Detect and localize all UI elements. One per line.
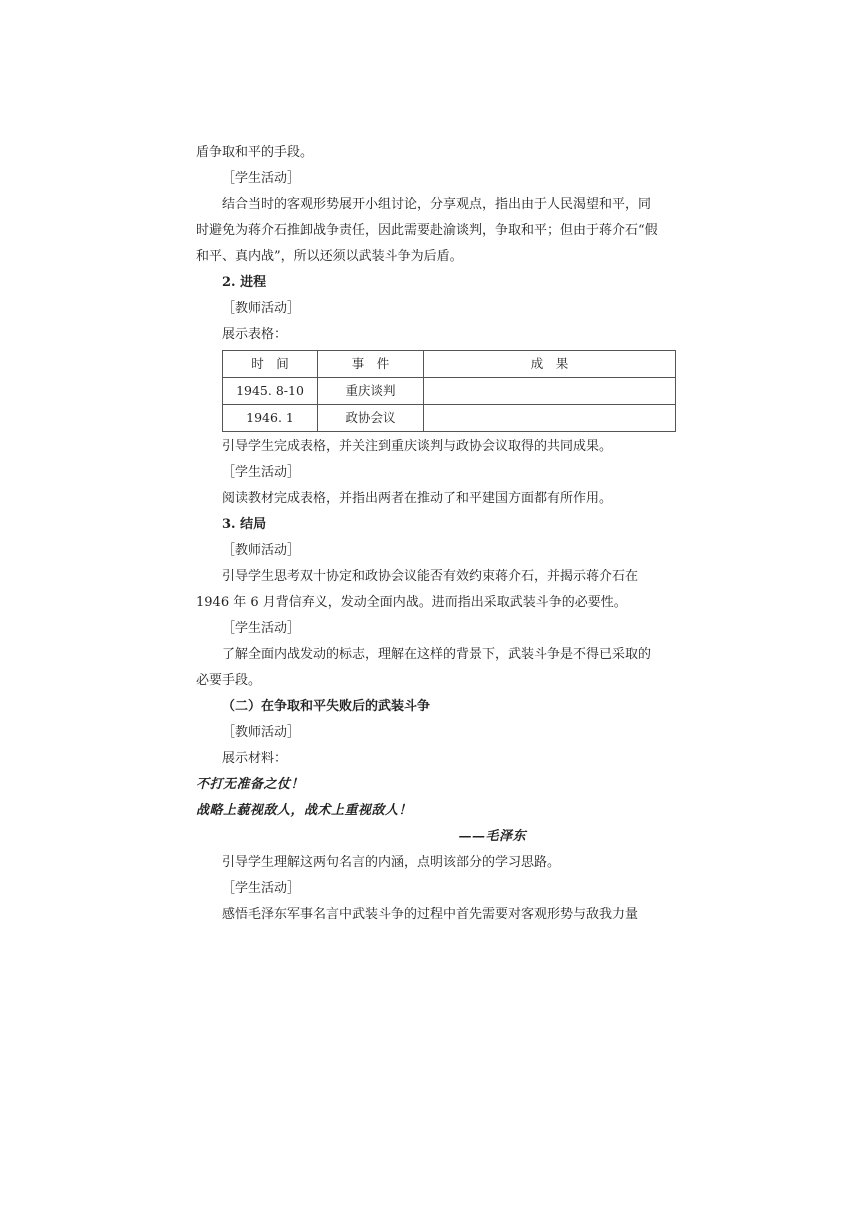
quote-author: ——毛泽东	[458, 829, 526, 844]
table-header-cell: 时 间	[223, 351, 318, 378]
table-header-cell: 事 件	[318, 351, 424, 378]
table-header-cell: 成 果	[424, 351, 676, 378]
table-row	[223, 378, 676, 405]
paragraph-line: 盾争取和平的手段。	[196, 145, 314, 160]
paragraph-line: ［教师活动］	[222, 301, 301, 316]
paragraph-line: 阅读教材完成表格，并指出两者在推动了和平建国方面都有所作用。	[222, 491, 613, 506]
paragraph-line: 引导学生完成表格，并关注到重庆谈判与政协会议取得的共同成果。	[222, 439, 613, 454]
paragraph-line: 引导学生思考双十协定和政协会议能否有效约束蒋介石，并揭示蒋介石在	[222, 569, 639, 584]
paragraph-line: 1946 年 6 月背信弃义，发动全面内战。进而指出采取武装斗争的必要性。	[196, 595, 627, 610]
table-cell: 1946. 1	[223, 405, 318, 432]
paragraph-line: ［教师活动］	[222, 725, 301, 740]
document-page	[196, 140, 676, 928]
paragraph-line: 必要手段。	[196, 673, 262, 688]
section-heading: 3. 结局	[222, 517, 267, 532]
paragraph-line: 展示材料：	[222, 751, 288, 766]
paragraph-line: ［学生活动］	[222, 621, 301, 636]
paragraph-line: 展示表格：	[222, 327, 288, 342]
table-cell	[424, 405, 676, 432]
paragraph-line: ［教师活动］	[222, 543, 301, 558]
text-block-bottom	[196, 850, 676, 928]
table-cell: 重庆谈判	[318, 378, 424, 405]
table-cell: 1945. 8-10	[223, 378, 318, 405]
quote-line: 不打无准备之仗！	[196, 777, 305, 792]
paragraph-line: 了解全面内战发动的标志，理解在这样的背景下，武装斗争是不得已采取的	[222, 647, 652, 662]
paragraph-line: 时避免为蒋介石推卸战争责任，因此需要赴渝谈判，争取和平；但由于蒋介石“假	[196, 223, 658, 238]
events-table	[222, 350, 676, 432]
paragraph-line: ［学生活动］	[222, 881, 301, 896]
table-cell	[424, 378, 676, 405]
paragraph-line: ［学生活动］	[222, 171, 301, 186]
paragraph-line: 和平、真内战”，所以还须以武装斗争为后盾。	[196, 249, 463, 264]
paragraph-line: ［学生活动］	[222, 465, 301, 480]
paragraph-line: 引导学生理解这两句名言的内涵，点明该部分的学习思路。	[222, 855, 561, 870]
paragraph-line: 感悟毛泽东军事名言中武装斗争的过程中首先需要对客观形势与敌我力量	[222, 907, 639, 922]
section-heading: （二）在争取和平失败后的武装斗争	[222, 699, 431, 714]
text-block-mid	[196, 434, 676, 772]
section-heading: 2. 进程	[222, 275, 267, 290]
table-row	[223, 405, 676, 432]
paragraph-line: 结合当时的客观形势展开小组讨论，分享观点，指出由于人民渴望和平，同	[222, 197, 652, 212]
table-cell: 政协会议	[318, 405, 424, 432]
table-header-row	[223, 351, 676, 378]
text-block-top	[196, 140, 676, 348]
quote-line: 战略上藐视敌人，战术上重视敌人！	[196, 803, 413, 818]
